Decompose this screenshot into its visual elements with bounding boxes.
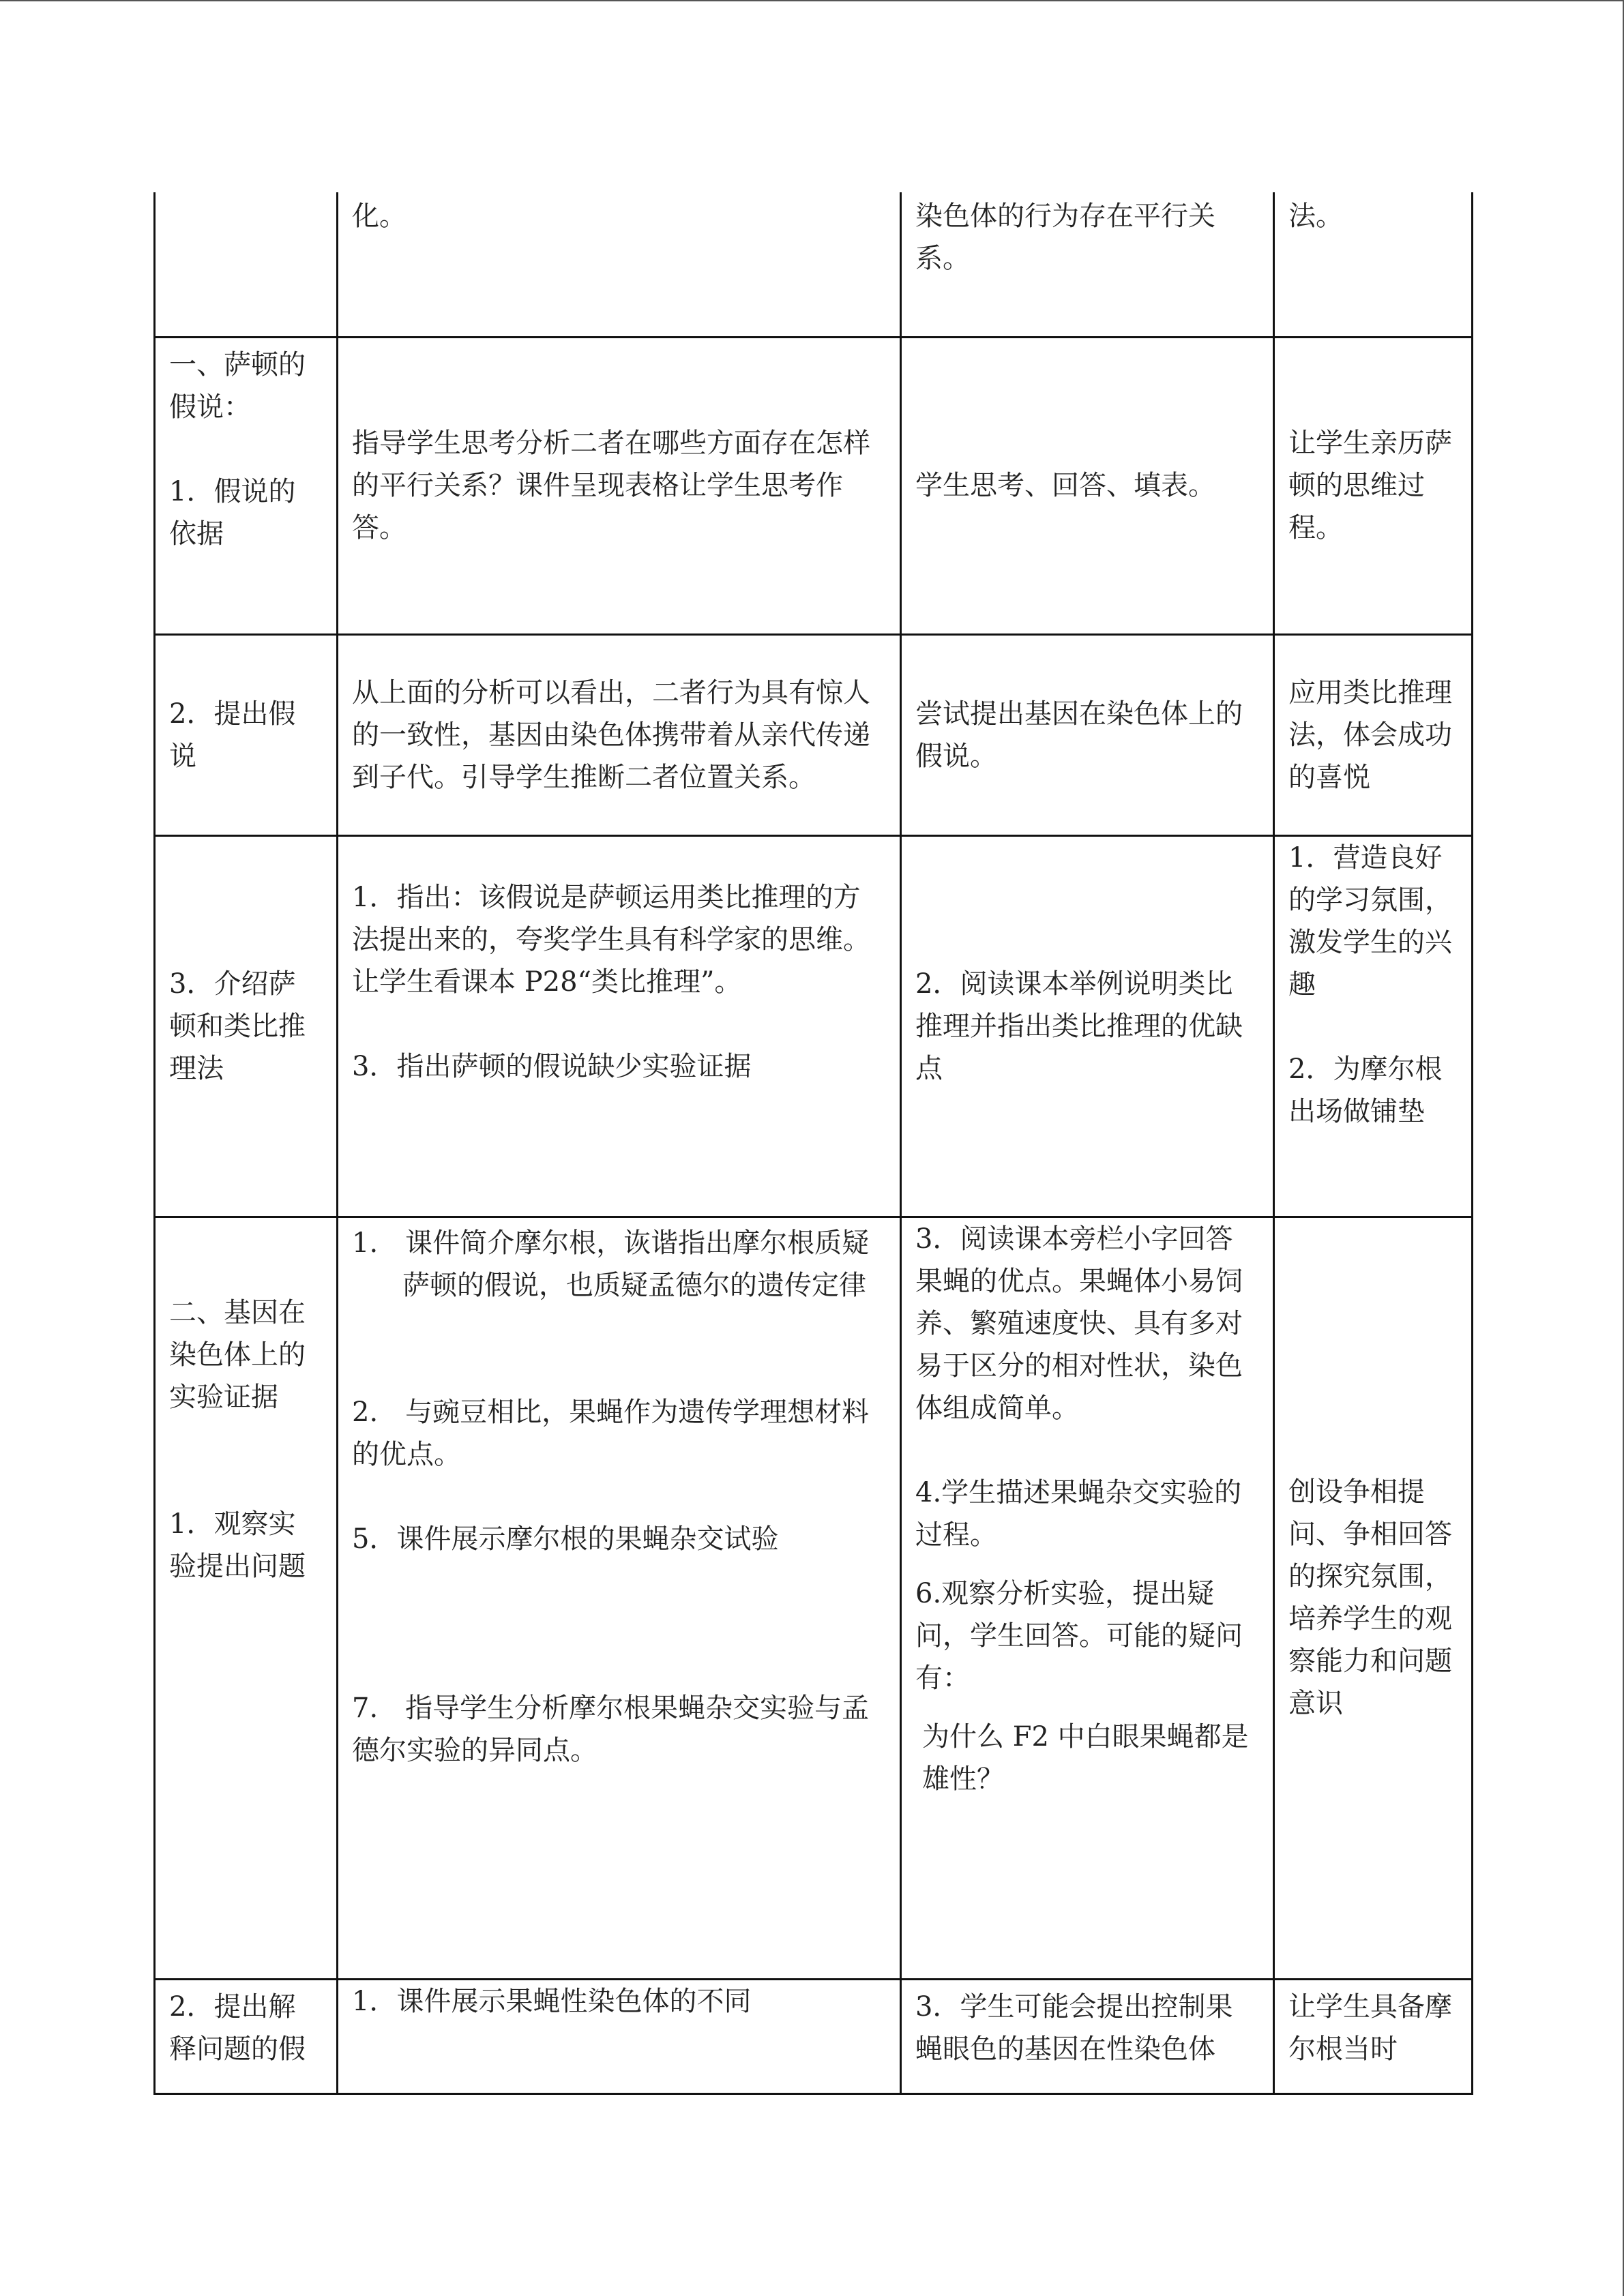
stage-cell — [155, 835, 338, 1217]
table-row — [155, 634, 1473, 835]
table-row — [155, 337, 1473, 634]
design-intent-cell — [1274, 337, 1473, 634]
teacher-activity-cell — [338, 634, 901, 835]
stage-heading: 一、萨顿的假说： — [169, 348, 306, 423]
teacher-text: 1. 课件简介摩尔根，诙谐指出摩尔根质疑萨顿的假说，也质疑孟德尔的遗传定律 — [352, 1227, 870, 1301]
stage-subheading: 1．观察实验提出问题 — [169, 1508, 306, 1582]
student-activity-cell — [901, 192, 1274, 337]
teacher-text: 1．指出：该假说是萨顿运用类比推理的方法提出来的，夸奖学生具有科学家的思维。让学生看课本 P28“类比推理”。 — [352, 881, 870, 998]
stage-cell — [155, 192, 338, 337]
intent-text: 让学生亲历萨顿的思维过程。 — [1288, 428, 1452, 543]
student-text: 3．阅读课本旁栏小字回答果蝇的优点。果蝇体小易饲养、繁殖速度快、具有多对易于区分的相对性状，染色体组成简单。 — [915, 1223, 1243, 1424]
design-intent-cell — [1274, 634, 1473, 835]
student-text: 学生思考、回答、填表。 — [915, 470, 1215, 501]
teacher-activity-cell — [338, 337, 901, 634]
stage-subheading: 2．提出解释问题的假 — [169, 1991, 306, 2065]
table-row — [155, 835, 1473, 1217]
student-text: 染色体的行为存在平行关系。 — [915, 200, 1215, 274]
stage-subheading: 1．假说的依据 — [169, 475, 296, 550]
intent-text: 2．为摩尔根出场做铺垫 — [1288, 1053, 1443, 1127]
stage-heading: 二、基因在染色体上的实验证据 — [169, 1296, 306, 1413]
teacher-text: 指导学生思考分析二者在哪些方面存在怎样的平行关系？课件呈现表格让学生思考作答。 — [352, 428, 870, 543]
table-row — [155, 1217, 1473, 1979]
teacher-text: 3．指出萨顿的假说缺少实验证据 — [352, 1050, 752, 1082]
design-intent-cell — [1274, 1217, 1473, 1979]
student-text: 尝试提出基因在染色体上的假说。 — [915, 698, 1243, 772]
intent-text: 1．营造良好的学习氛围，激发学生的兴趣 — [1288, 841, 1452, 1000]
student-activity-cell — [901, 337, 1274, 634]
teacher-text: 从上面的分析可以看出，二者行为具有惊人的一致性，基因由染色体携带着从亲代传递到子代。引导学生推断二者位置关系。 — [352, 676, 870, 793]
lesson-plan-table — [153, 192, 1473, 2095]
student-text: 4.学生描述果蝇杂交实验的过程。 — [915, 1476, 1242, 1551]
stage-subheading: 2．提出假说 — [169, 698, 296, 772]
student-activity-cell — [901, 1217, 1274, 1979]
table-row — [155, 1979, 1473, 2093]
student-text: 6.观察分析实验，提出疑问，学生回答。可能的疑问有： — [915, 1577, 1243, 1694]
intent-text: 法。 — [1288, 200, 1343, 232]
design-intent-cell — [1274, 1979, 1473, 2093]
table-row — [155, 192, 1473, 337]
intent-text: 创设争相提问、争相回答的探究氛围，培养学生的观察能力和问题意识 — [1288, 1476, 1452, 1719]
intent-text: 让学生具备摩尔根当时 — [1288, 1991, 1452, 2065]
student-activity-cell — [901, 1979, 1274, 2093]
teacher-text: 7. 指导学生分析摩尔根果蝇杂交实验与孟德尔实验的异同点。 — [352, 1692, 870, 1766]
teacher-text: 5．课件展示摩尔根的果蝇杂交试验 — [352, 1523, 779, 1555]
student-activity-cell — [901, 634, 1274, 835]
teacher-activity-cell — [338, 192, 901, 337]
teacher-activity-cell — [338, 1217, 901, 1979]
teacher-activity-cell — [338, 835, 901, 1217]
stage-cell — [155, 337, 338, 634]
stage-subheading: 3．介绍萨顿和类比推理法 — [169, 968, 306, 1084]
teacher-text: 2. 与豌豆相比，果蝇作为遗传学理想材料的优点。 — [352, 1396, 870, 1470]
teacher-text: 化。 — [352, 200, 407, 232]
stage-cell — [155, 1217, 338, 1979]
intent-text: 应用类比推理法，体会成功的喜悦 — [1288, 676, 1452, 793]
page-top-border — [0, 0, 1624, 1]
student-text: 2．阅读课本举例说明类比推理并指出类比推理的优缺点 — [915, 968, 1243, 1084]
design-intent-cell — [1274, 835, 1473, 1217]
student-text: 为什么 F2 中白眼果蝇都是雄性？ — [922, 1720, 1249, 1795]
teacher-activity-cell — [338, 1979, 901, 2093]
student-activity-cell — [901, 835, 1274, 1217]
design-intent-cell — [1274, 192, 1473, 337]
stage-cell — [155, 1979, 338, 2093]
stage-cell — [155, 634, 338, 835]
teacher-text: 1．课件展示果蝇性染色体的不同 — [352, 1985, 752, 2017]
student-text: 3．学生可能会提出控制果蝇眼色的基因在性染色体 — [915, 1991, 1233, 2065]
